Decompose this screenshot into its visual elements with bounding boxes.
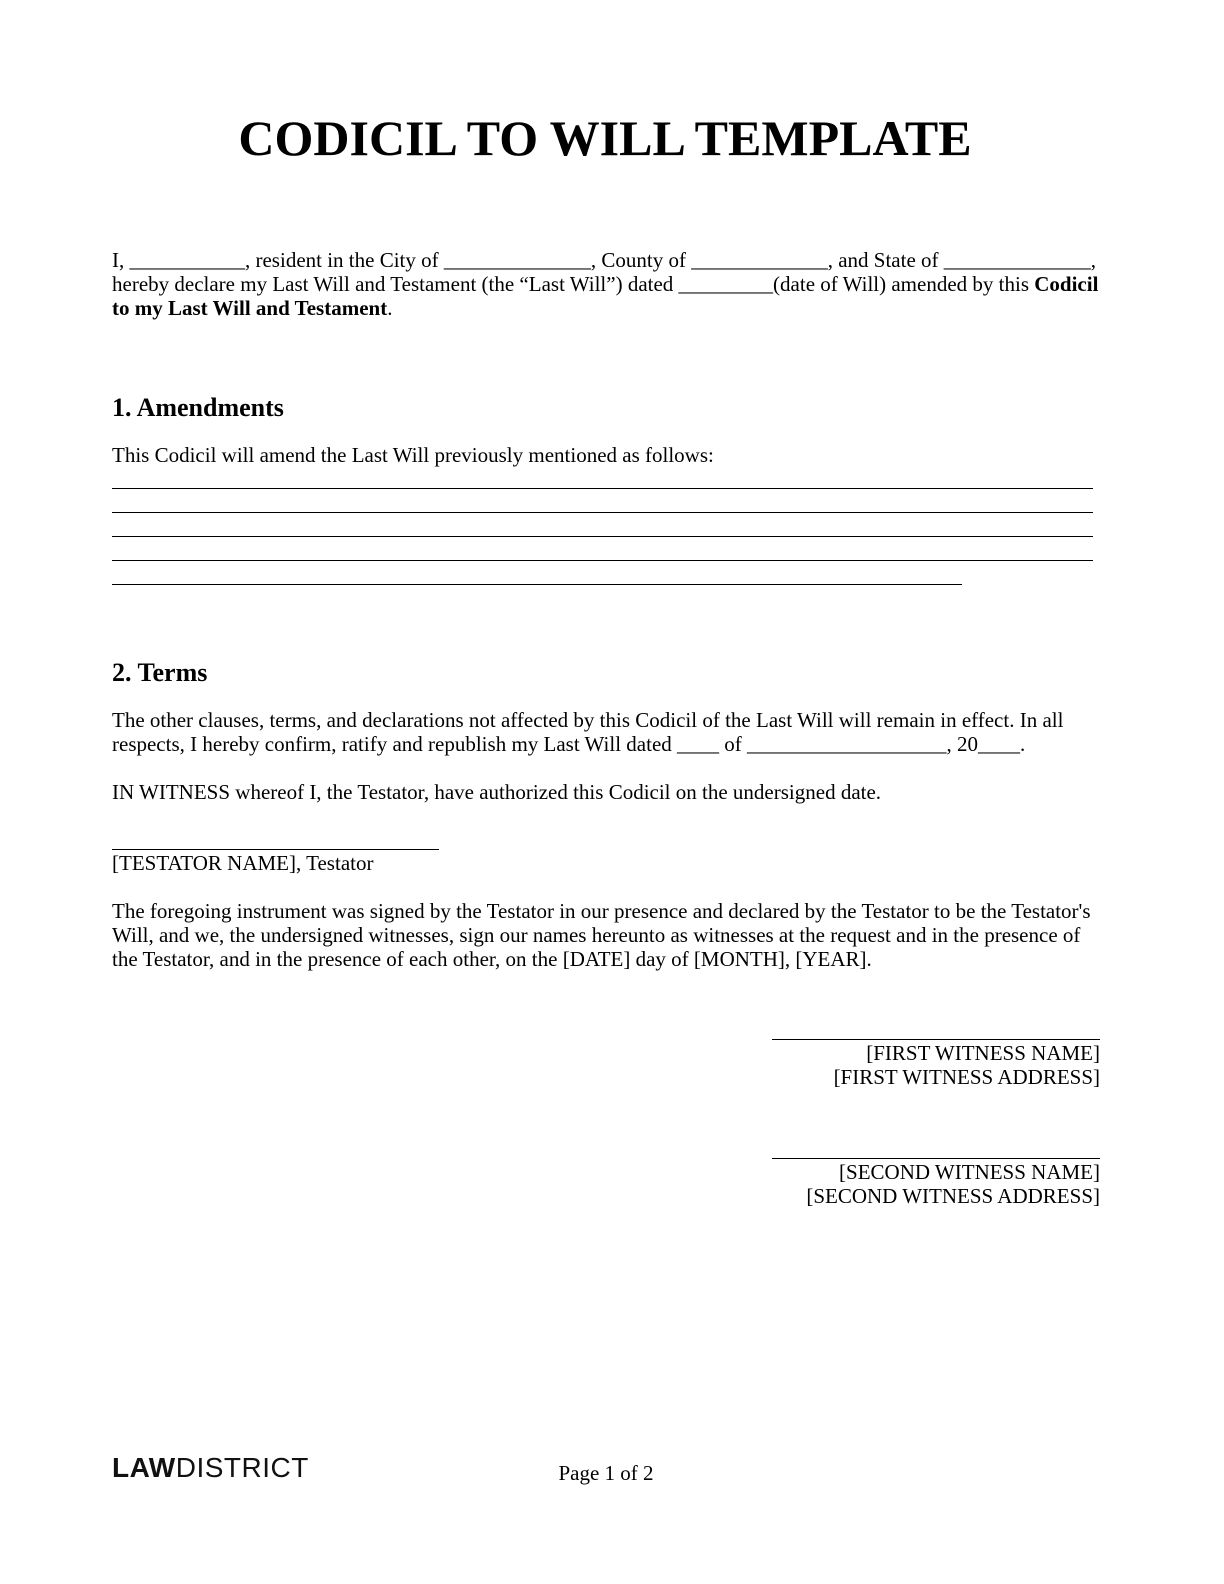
first-witness-name: [FIRST WITNESS NAME] xyxy=(866,1041,1100,1065)
amendment-line-2 xyxy=(112,512,1093,513)
terms-paragraph: The other clauses, terms, and declarations not affected by this Codicil of the Last Will will remain in effect. In all respects, I hereby confirm, ratify and republish my Last Will dated ____ of ___________________, 20____. xyxy=(112,708,1064,756)
amendments-intro: This Codicil will amend the Last Will previously mentioned as follows: xyxy=(112,443,714,467)
first-witness-signature-line xyxy=(772,1039,1100,1040)
second-witness-address: [SECOND WITNESS ADDRESS] xyxy=(806,1184,1100,1208)
document-title: CODICIL TO WILL TEMPLATE xyxy=(238,110,972,166)
amendment-line-1 xyxy=(112,488,1093,489)
second-witness-name: [SECOND WITNESS NAME] xyxy=(839,1160,1100,1184)
attestation-paragraph: The foregoing instrument was signed by the Testator in our presence and declared by the Testator to be the Testator's Will, and we, the undersigned witnesses, sign our names hereunto as witnesses at the request and in the presence of the Testator, and in the presence of each other, on the [DATE] day of [MONTH], [YEAR]. xyxy=(112,899,1091,971)
testator-signature-line xyxy=(112,849,439,850)
section-heading-amendments: 1. Amendments xyxy=(112,393,284,422)
intro-text-end: . xyxy=(387,296,393,320)
section-heading-terms: 2. Terms xyxy=(112,658,208,687)
first-witness-address: [FIRST WITNESS ADDRESS] xyxy=(833,1065,1100,1089)
amendment-line-3 xyxy=(112,536,1093,537)
logo-bold-part: LAW xyxy=(112,1452,176,1483)
amendment-line-5 xyxy=(112,584,962,585)
amendment-line-4 xyxy=(112,560,1093,561)
intro-text: I, ___________, resident in the City of ______________, County of _____________, and State of ______________, hereby declare my Last Will and Testament (the “Last Will”) dated _________(date of Will) amended by this xyxy=(112,248,1097,296)
second-witness-signature-line xyxy=(772,1158,1100,1159)
witness-statement: IN WITNESS whereof I, the Testator, have authorized this Codicil on the undersigned date. xyxy=(112,780,882,804)
intro-bold-text: Codicil to my Last Will and Testament xyxy=(112,272,1099,320)
page-number: Page 1 of 2 xyxy=(558,1461,654,1485)
testator-label: [TESTATOR NAME], Testator xyxy=(112,851,374,875)
logo-regular-part: DISTRICT xyxy=(175,1452,309,1483)
intro-paragraph xyxy=(112,248,1102,320)
